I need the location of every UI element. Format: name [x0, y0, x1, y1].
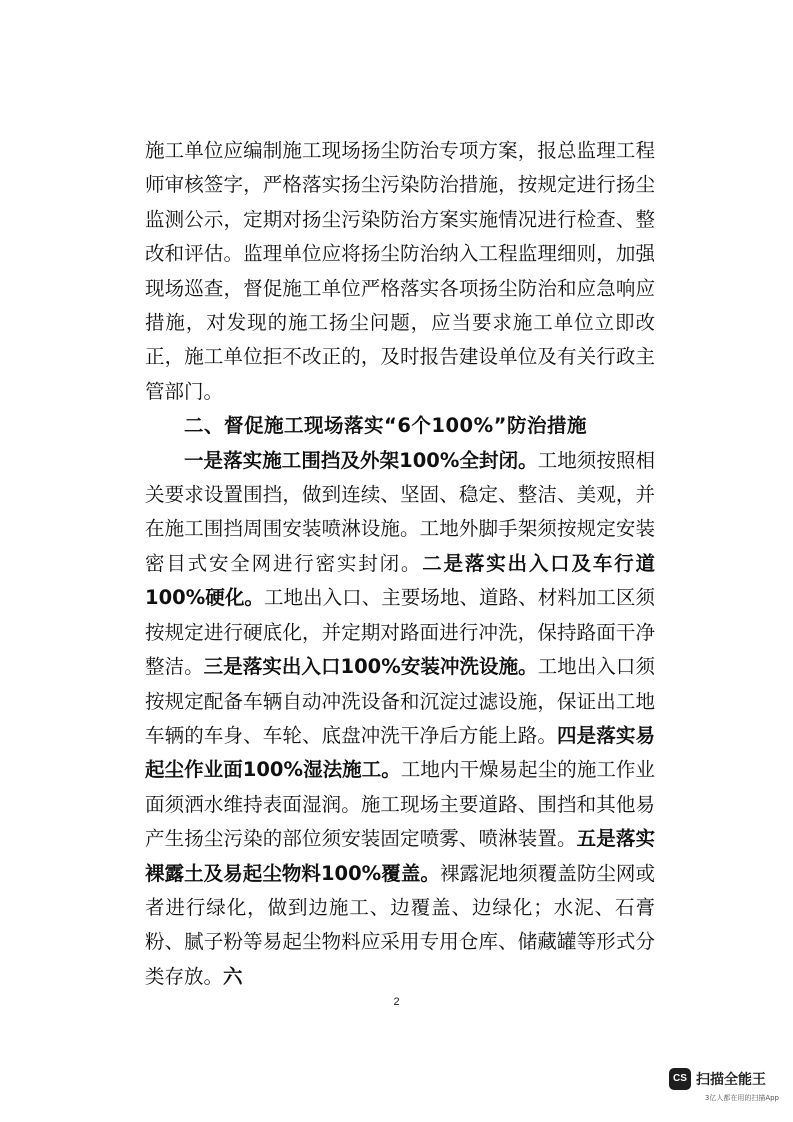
measure-2-text: 工地出入口、主要场地、道路、材料加工区须按规定进行硬底化，并定期对路面进行冲洗，保持路面干净整洁。 [145, 586, 655, 679]
measure-6-title: 六 [223, 964, 243, 988]
page-number: 2 [393, 996, 400, 1008]
paragraph-1: 施工单位应编制施工现场扬尘防治专项方案，报总监理工程师审核签字，严格落实扬尘污染防治措施，按规定进行扬尘监测公示，定期对扬尘污染防治方案实施情况进行检查、整改和评估。监理单位应将扬尘防治纳入工程监理细则，加强现场巡查，督促施工单位严格落实各项扬尘防治和应急响应措施，对发现的施工扬尘问题，应当要求施工单位立即改正，施工单位拒不改正的，及时报告建设单位及有关行政主管部门。 [145, 139, 655, 403]
measure-1-text: 工地须按照相关要求设置围挡，做到连续、坚固、稳定、整洁、美观，并在施工围挡周围安装喷淋设施。工地外脚手架须按规定安装密目式安全网进行密实封闭。 [145, 448, 655, 575]
document-body [145, 134, 655, 994]
scanner-watermark [669, 1068, 779, 1106]
measure-4-title: 四是落实易起尘作业面100%湿法施工。 [145, 723, 655, 782]
watermark-app-name: 扫描全能王 [696, 1072, 766, 1088]
measure-3-text: 工地出入口须按规定配备车辆自动冲洗设备和沉淀过滤设施，保证出工地车辆的车身、车轮、底盘冲洗干净后方能上路。 [145, 655, 655, 747]
measure-2-title: 二是落实出入口及车行道100%硬化。 [145, 551, 655, 610]
measure-5-title: 五是落实裸露土及易起尘物料100%覆盖。 [145, 827, 655, 885]
measure-3-title: 三是落实出入口100%安装冲洗设施。 [203, 655, 538, 679]
camscanner-logo-icon: CS [669, 1068, 691, 1090]
watermark-slogan: 3亿人都在用的扫描App [704, 1094, 779, 1102]
measure-5-text: 裸露泥地须覆盖防尘网或者进行绿化，做到边施工、边覆盖、边绿化；水泥、石膏粉、腻子粉等易起尘物料应采用专用仓库、储藏罐等形式分类存放。 [145, 861, 655, 988]
measures-paragraph [145, 444, 655, 995]
measure-4-text: 工地内干燥易起尘的施工作业面须洒水维持表面湿润。施工现场主要道路、围挡和其他易产生扬尘污染的部位须安装固定喷雾、喷淋装置。 [145, 758, 655, 851]
measure-1-title: 一是落实施工围挡及外架100%全封闭。 [184, 448, 538, 472]
section-heading-2: 二、督促施工现场落实“6个100%”防治措施 [184, 414, 587, 438]
